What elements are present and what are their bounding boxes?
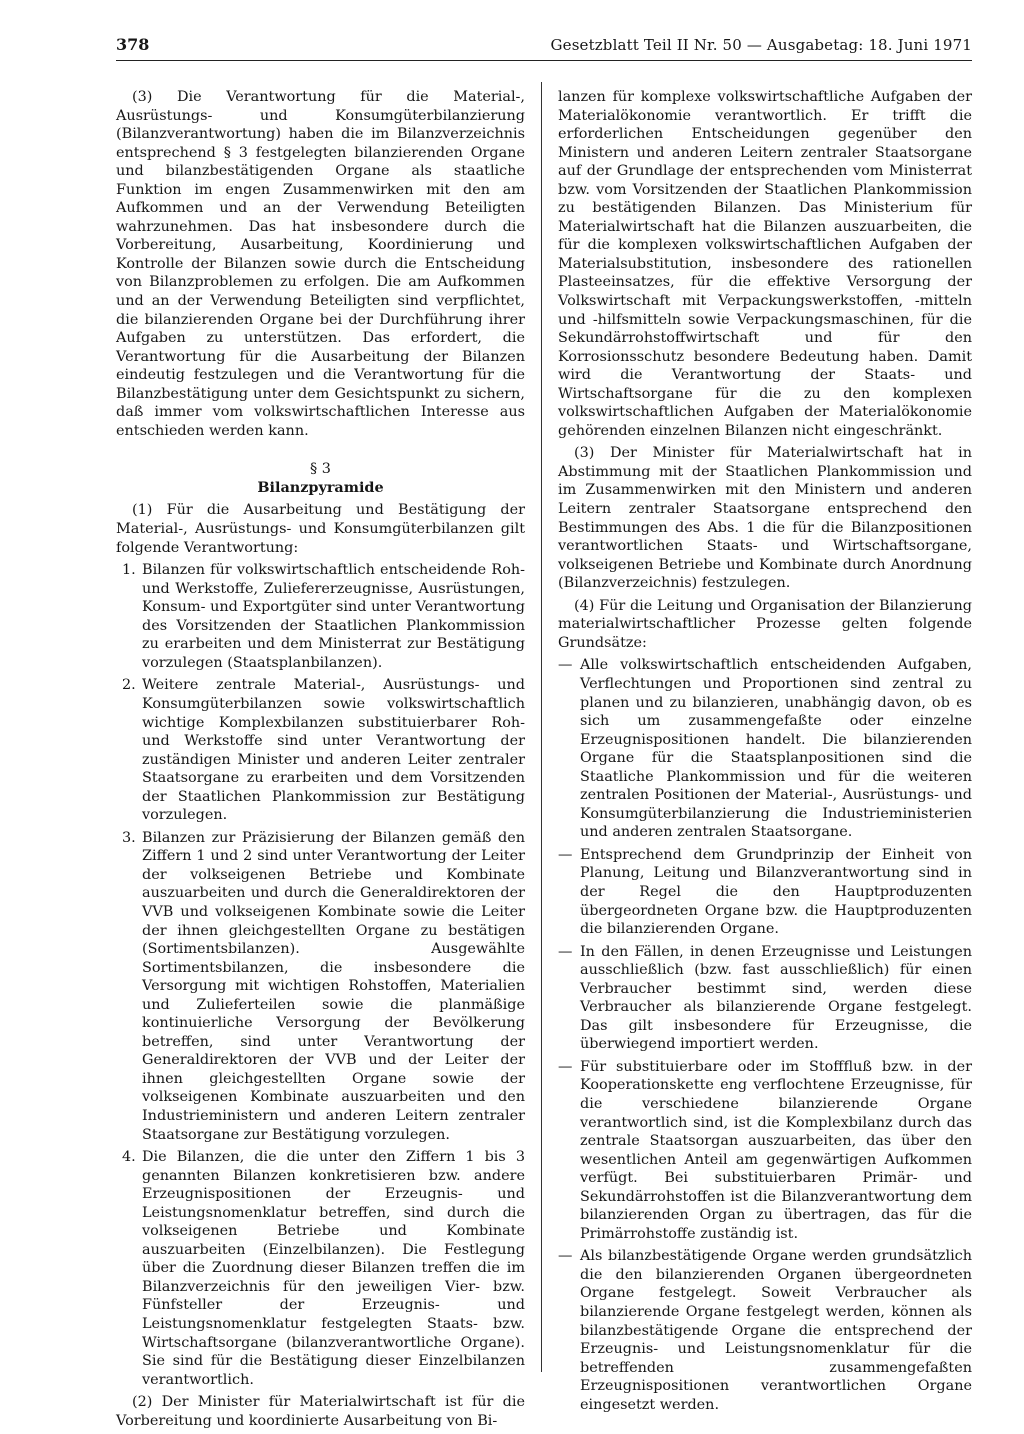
- list-item-text: Alle volkswirtschaftlich entscheidenden Aufgaben, Verflechtungen und Proportionen sind zentral zu planen und zu bilanzieren, unabhängig davon, ob es sich um zusammengefaßte oder einzelne Erzeugnispositionen handelt. Die bilanzierenden Organe für die Staatsplanpositionen sind die Staatliche Plankommission und für die weiteren zentralen Positionen der Material-, Ausrüstungs- und Konsumgüterbilanzierung die Industrieministerien und anderen zentralen Staatsorgane.: [580, 657, 972, 841]
- list-item: [116, 829, 525, 1144]
- section-heading: [116, 460, 525, 497]
- list-item-text: Die Bilanzen, die die unter den Ziffern 1 bis 3 genannten Bilanzen konkretisieren bzw. andere Erzeugnispositionen der Erzeugnis- und Leistungsnomenklatur betreffen, sind durch die volkseigenen Betriebe und Kombinate auszuarbeiten (Einzelbilanzen). Die Festlegung über die Zuordnung dieser Bilanzen treffen die im Bilanzverzeichnis für den jeweiligen Vier- bzw. Fünfsteller der Erzeugnis- und Leistungsnomenklatur festgelegten Staats- bzw. Wirtschaftsorgane (bilanzverantwortliche Organe). Sie sind für die Bestätigung dieser Einzelbilanzen verantwortlich.: [142, 1149, 525, 1388]
- list-item-text: Als bilanzbestätigende Organe werden grundsätzlich die den bilanzierenden Organen übergeordneten Organe festgelegt. Soweit Verbraucher als bilanzierende Organe festgelegt werden, können als bilanzbestätigende Organe die entsprechend der Erzeugnis- und Leistungsnomenklatur für die betreffenden zusammengefaßten Erzeugnispositionen verantwortlichen Organe eingesetzt werden.: [580, 1248, 972, 1413]
- list-item: [558, 1058, 972, 1243]
- paragraph-3: (3) Die Verantwortung für die Material-, Ausrüstungs- und Konsumgüterbilanzierung (Bilanzverantwortung) haben die im Bilanzverzeichnis entsprechend § 3 festgelegten bilanzierenden Organe und bilanzbestätigenden Organe als staatliche Funktion im engen Zusammenwirken mit den am Aufkommen und an der Verwendung Beteiligten wahrzunehmen. Das hat insbesondere durch die Vorbereitung, Ausarbeitung, Koordinierung und Kontrolle der Bilanzen sowie durch die Entscheidung von Bilanzproblemen zu erfolgen. Die am Aufkommen und an der Verwendung Beteiligten sind verpflichtet, die bilanzierenden Organe bei der Durchführung ihrer Aufgaben zu unterstützen. Das erfordert, die Verantwortung für die Ausarbeitung der Bilanzen eindeutig festzulegen und die Verantwortung für die Bilanzbestätigung unter dem Gesichtspunkt zu sichern, daß immer vom volkswirtschaftlichen Interesse aus entschieden werden kann.: [116, 89, 525, 439]
- list-item-text: Bilanzen für volkswirtschaftlich entscheidende Roh- und Werkstoffe, Zuliefererzeugnisse, Ausrüstungen, Konsum- und Exportgüter sind unter Verantwortung des Vorsitzenden der Staatlichen Plankommission zu erarbeiten und dem Ministerrat zur Bestätigung vorzulegen (Staatsplanbilanzen).: [142, 562, 525, 671]
- list-item: [116, 1148, 525, 1389]
- list-item-text: Bilanzen zur Präzisierung der Bilanzen gemäß den Ziffern 1 und 2 sind unter Verantwortung der Leiter der volkseigenen Betriebe und Kombinate auszuarbeiten und durch die Generaldirektoren der VVB und volkseigenen Kombinate sowie die Leiter der ihnen gleichgestellten Organe zu bestätigen (Sortimentsbilanzen). Ausgewählte Sortimentsbilanzen, die insbesondere die Versorgung mit wichtigen Rohstoffen, Materialien und Zulieferteilen sowie die planmäßige kontinuierliche Versorgung der Bevölkerung betreffen, sind unter Verantwortung der Generaldirektoren der VVB und der Leiter der ihnen gleichgestellten Organe sowie der volkseigenen Kombinate auszuarbeiten und den Industrieministern und anderen Leitern zentraler Staatsorgane zur Bestätigung vorzulegen.: [142, 829, 525, 1143]
- list-item-text: Entsprechend dem Grundprinzip der Einheit von Planung, Leitung und Bilanzverantwortung sind in der Regel die den Hauptproduzenten übergeordneten Organe bzw. die Hauptproduzenten die bilanzierenden Organe.: [580, 846, 972, 938]
- section-title: Bilanzpyramide: [257, 478, 384, 496]
- list-item: [558, 1247, 972, 1414]
- list-marker: 4.: [122, 1149, 136, 1166]
- dash-marker: —: [558, 1058, 573, 1075]
- section-number: § 3: [310, 461, 331, 478]
- list-marker: 2.: [122, 677, 136, 694]
- list-item: [116, 561, 525, 672]
- page-number: 378: [116, 35, 150, 54]
- dash-marker: —: [558, 657, 573, 674]
- list-item-text: In den Fällen, in denen Erzeugnisse und Leistungen ausschließlich (bzw. fast ausschließlich) für einen Verbraucher bestimmt sind, werden diese Verbraucher als bilanzierende Organe festgelegt. Das gilt insbesondere für Erzeugnisse, die überwiegend importiert werden.: [580, 943, 972, 1053]
- column-divider: [541, 82, 542, 1372]
- responsibility-list: [116, 561, 525, 1389]
- list-marker: 3.: [122, 829, 136, 846]
- paragraph-4: (4) Für die Leitung und Organisation der Bilanzierung materialwirtschaftlicher Prozesse gelten folgende Grundsätze:: [558, 597, 972, 651]
- principles-list: [558, 656, 972, 1414]
- list-item: [558, 943, 972, 1054]
- list-item-text: Für substituierbare oder im Stofffluß bzw. in der Kooperationskette eng verflochtene Erzeugnisse, für die verschiedene bilanzierende Organe verantwortlich sind, ist die Komplexbilanz durch das zentrale Staatsorgan auszuarbeiten, das über den wesentlichen Anteil am gegenwärtigen Aufkommen verfügt. Bei substituierbaren Primär- und Sekundärrohstoffen ist die Bilanzverantwortung dem bilanzierenden Organ zu übertragen, das für die Primärrohstoffe zuständig ist.: [580, 1058, 972, 1242]
- dash-marker: —: [558, 943, 573, 960]
- list-item: [116, 676, 525, 824]
- left-column: [116, 88, 525, 1434]
- list-item-text: Weitere zentrale Material-, Ausrüstungs- und Konsumgüterbilanzen sowie volkswirtschaftlich wichtige Komplexbilanzen substituierbarer Roh- und Werkstoffe sind unter Verantwortung der zuständigen Minister und anderen Leiter zentraler Staatsorgane zu erarbeiten und dem Vorsitzenden der Staatlichen Plankommission zur Bestätigung vorzulegen.: [142, 677, 525, 824]
- paragraph-3: (3) Der Minister für Materialwirtschaft hat in Abstimmung mit der Staatlichen Plankommission und im Zusammenwirken mit den Ministern und anderen Leitern zentraler Staatsorgane entsprechend den Bestimmungen des Abs. 1 die für die Bilanzpositionen verantwortlichen Staats- und Wirtschaftsorgane, volkseigenen Betriebe und Kombinate durch Anordnung (Bilanzverzeichnis) festzulegen.: [558, 445, 972, 592]
- page-header: [116, 33, 972, 57]
- dash-marker: —: [558, 846, 573, 863]
- header-rule: [116, 60, 972, 61]
- right-column: [558, 88, 972, 1418]
- running-title: Gesetzblatt Teil II Nr. 50 — Ausgabetag: 18. Juni 1971: [550, 36, 972, 54]
- section-3-paragraph-1: (1) Für die Ausarbeitung und Bestätigung der Material-, Ausrüstungs- und Konsumgüterbilanzen gilt folgende Verantwortung:: [116, 502, 525, 556]
- paragraph-2-continuation: lanzen für komplexe volkswirtschaftliche Aufgaben der Materialökonomie verantwortlich. Er trifft die erforderlichen Entscheidungen gegenüber den Ministern und anderen Leitern zentraler Staatsorgane auf der Grundlage der entsprechenden vom Ministerrat bzw. vom Vorsitzenden der Staatlichen Plankommission zu bestätigenden Bilanzen. Das Ministerium für Materialwirtschaft hat die Bilanzen auszuarbeiten, die für die komplexen volkswirtschaftlichen Aufgaben der Materialsubstitution, insbesondere des rationellen Plasteeinsatzes, für die effektive Versorgung der Volkswirtschaft mit Verpackungswerkstoffen, -mitteln und -hilfsmitteln sowie Verpackungsmaschinen, für die Sekundärrohstoffwirtschaft und für den Korrosionsschutz besondere Bedeutung haben. Damit wird die Verantwortung der Staats- und Wirtschaftsorgane für die zu den komplexen volkswirtschaftlichen Aufgaben der Materialökonomie gehörenden einzelnen Bilanzen nicht eingeschränkt.: [558, 89, 972, 439]
- list-item: [558, 656, 972, 841]
- section-3-paragraph-2: (2) Der Minister für Materialwirtschaft ist für die Vorbereitung und koordinierte Ausarbeitung von Bi-: [116, 1394, 525, 1429]
- list-marker: 1.: [122, 562, 136, 579]
- dash-marker: —: [558, 1248, 573, 1265]
- list-item: [558, 846, 972, 939]
